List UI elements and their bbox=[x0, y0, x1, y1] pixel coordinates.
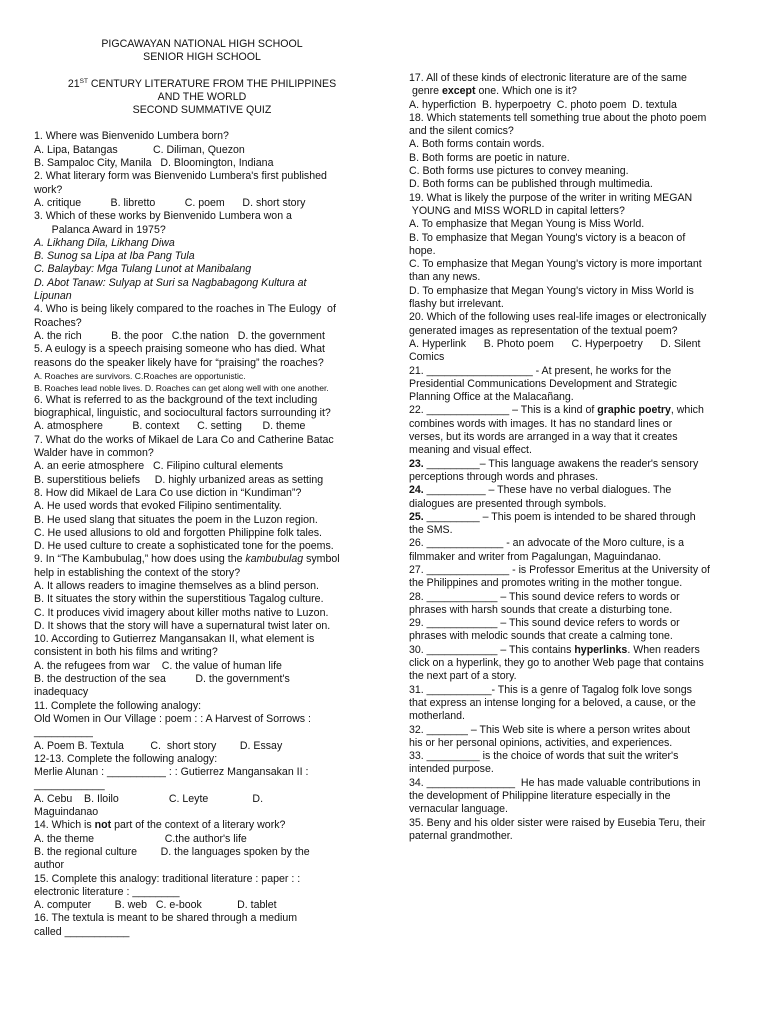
text-line: C. To emphasize that Megan Young's victory is more important bbox=[409, 258, 702, 271]
text-line: 1. Where was Bienvenido Lumbera born? bbox=[34, 130, 229, 143]
text-line: Merlie Alunan : __________ : : Gutierrez Mangansakan II : bbox=[34, 766, 309, 779]
text-line: B. the regional culture D. the languages spoken by the bbox=[34, 845, 310, 858]
text-line: the SMS. bbox=[409, 524, 453, 537]
text-line: verses, but its words are arranged in a way that it creates bbox=[409, 431, 678, 444]
text-line: Old Women in Our Village : poem : : A Harvest of Sorrows : bbox=[34, 712, 311, 725]
text-line: A. Both forms contain words. bbox=[409, 138, 545, 151]
text-line: 9. In “The Kambubulag,” how does using the kambubulag symbol bbox=[34, 553, 340, 566]
text-line: ____________ bbox=[34, 779, 105, 792]
left-column bbox=[34, 0, 368, 939]
text-line: paternal grandmother. bbox=[409, 829, 513, 842]
text-line: Planning Office at the Malacañang. bbox=[409, 391, 574, 404]
text-line: that express an intense longing for a beloved, a cause, or the bbox=[409, 696, 696, 709]
text-line: author bbox=[34, 859, 65, 872]
text-line: 17. All of these kinds of electronic literature are of the same bbox=[409, 72, 687, 84]
text-line: A. Hyperlink B. Photo poem C. Hyperpoetry D. Silent bbox=[409, 337, 701, 350]
text-line: 24. __________ – These have no verbal dialogues. The bbox=[409, 484, 672, 497]
text-line: 28. ____________ – This sound device refers to words or bbox=[409, 590, 680, 603]
text-line: filmmaker and writer from Pagalungan, Maguindanao. bbox=[409, 550, 662, 563]
text-line: 27. ______________ - is Professor Emeritus at the University of bbox=[409, 563, 710, 576]
text-line: D. It shows that the story will have a supernatural twist later on. bbox=[34, 619, 331, 632]
text-line: combines words with images. It has no standard lines or bbox=[409, 417, 673, 430]
text-line: genre except one. Which one is it? bbox=[409, 85, 577, 98]
text-line: 2. What literary form was Bienvenido Lumbera's first published bbox=[34, 170, 327, 183]
text-line: C. It produces vivid imagery about killer moths native to Luzon. bbox=[34, 606, 329, 619]
text-line: A. He used words that evoked Filipino sentimentality. bbox=[34, 500, 282, 513]
text-line: A. the refugees from war C. the value of human life bbox=[34, 659, 282, 672]
text-line: A. hyperfiction B. hyperpoetry C. photo poem D. textula bbox=[409, 98, 677, 111]
text-line: A. the rich B. the poor C.the nation D. the government bbox=[34, 329, 325, 342]
text-line: 4. Who is being likely compared to the roaches in The Eulogy of bbox=[34, 303, 336, 316]
text-line: 31. ___________- This is a genre of Tagalog folk love songs bbox=[409, 683, 692, 696]
text-line: work? bbox=[34, 183, 63, 196]
text-line: B. It situates the story within the superstitious Tagalog culture. bbox=[34, 593, 324, 606]
text-line: B. Sampaloc City, Manila D. Bloomington, Indiana bbox=[34, 157, 274, 170]
text-line: 18. Which statements tell something true about the photo poem bbox=[409, 111, 707, 124]
text-line: B. He used slang that situates the poem in the Luzon region. bbox=[34, 513, 318, 526]
text-line: 25. _________ – This poem is intended to be shared through bbox=[409, 510, 696, 523]
text-line: 15. Complete this analogy: traditional literature : paper : : bbox=[34, 872, 301, 885]
title-line-1-rest: CENTURY LITERATURE FROM THE PHILIPPINES bbox=[87, 77, 337, 90]
text-line: C. He used allusions to old and forgotten Philippine folk tales. bbox=[34, 526, 322, 539]
text-line: phrases with harsh sounds that create a disturbing tone. bbox=[409, 603, 673, 616]
text-line: 35. Beny and his older sister were raised by Eusebia Teru, their bbox=[409, 816, 706, 829]
text-line: Comics bbox=[409, 351, 445, 364]
text-line: 12-13. Complete the following analogy: bbox=[34, 752, 218, 765]
text-line: A. It allows readers to imagine themselves as a blind person. bbox=[34, 579, 319, 592]
text-line: 34. _______________ He has made valuable contributions in bbox=[409, 776, 701, 789]
text-line: perceptions through words and phrases. bbox=[409, 470, 599, 483]
text-line: B. Roaches lead noble lives. D. Roaches can get along well with one another. bbox=[34, 382, 329, 393]
text-line: A. critique B. libretto C. poem D. short story bbox=[34, 196, 306, 209]
text-line: 22. ______________ – This is a kind of graphic poetry, which bbox=[409, 404, 704, 417]
text-line: 6. What is referred to as the background of the text including bbox=[34, 393, 318, 406]
text-line: YOUNG and MISS WORLD in capital letters? bbox=[409, 204, 625, 217]
text-line: Lipunan bbox=[34, 290, 72, 303]
text-line: A. Poem B. Textula C. short story D. Essay bbox=[34, 739, 283, 752]
document-header bbox=[24, 38, 380, 117]
text-line: A. atmosphere B. context C. setting D. theme bbox=[34, 420, 306, 433]
text-line: A. an eerie atmosphere C. Filipino cultural elements bbox=[34, 460, 284, 473]
text-line: 7. What do the works of Mikael de Lara Co and Catherine Batac bbox=[34, 433, 334, 446]
right-column bbox=[409, 72, 735, 843]
text-line: Walder have in common? bbox=[34, 447, 154, 460]
text-line: 20. Which of the following uses real-life images or electronically bbox=[409, 311, 707, 324]
text-line: 16. The textula is meant to be shared through a medium bbox=[34, 912, 298, 925]
text-line: click on a hyperlink, they go to another Web page that contains bbox=[409, 657, 704, 670]
text-line: 5. A eulogy is a speech praising someone who has died. What bbox=[34, 343, 325, 356]
school-name: PIGCAWAYAN NATIONAL HIGH SCHOOL bbox=[101, 38, 303, 50]
text-line: C. Both forms use pictures to convey meaning. bbox=[409, 165, 629, 178]
text-line: D. To emphasize that Megan Young's victory in Miss World is bbox=[409, 284, 694, 297]
text-line: A. the theme C.the author's life bbox=[34, 832, 247, 845]
text-line: D. Both forms can be published through multimedia. bbox=[409, 178, 653, 191]
text-line: 26. _____________ - an advocate of the Moro culture, is a bbox=[409, 537, 685, 550]
text-line: his or her personal opinions, activities, and experiences. bbox=[409, 736, 673, 749]
text-line: phrases with melodic sounds that create a calming tone. bbox=[409, 630, 673, 643]
text-line: B. the destruction of the sea D. the government's bbox=[34, 673, 290, 686]
text-line: A. To emphasize that Megan Young is Miss World. bbox=[409, 218, 645, 231]
title-superscript: ST bbox=[79, 77, 88, 85]
text-line: called ___________ bbox=[34, 925, 130, 938]
text-line: 29. ____________ – This sound device refers to words or bbox=[409, 617, 680, 630]
text-line: 30. ____________ – This contains hyperlinks. When readers bbox=[409, 643, 700, 656]
quiz-title-line-1 bbox=[24, 78, 380, 91]
text-line: D. Abot Tanaw: Sulyap at Suri sa Nagbabagong Kultura at bbox=[34, 276, 307, 289]
text-line: A. Cebu B. Iloilo C. Leyte D. bbox=[34, 792, 264, 805]
text-line: 32. _______ – This Web site is where a person writes about bbox=[409, 723, 691, 736]
text-line: consistent in both his films and writing? bbox=[34, 646, 218, 659]
text-line: biographical, linguistic, and sociocultural factors surrounding it? bbox=[34, 407, 331, 420]
text-line: and the silent comics? bbox=[409, 125, 514, 138]
text-line: reasons do the speaker likely have for “praising” the roaches? bbox=[34, 356, 324, 369]
text-line: generated images as representation of the textual poem? bbox=[409, 324, 678, 337]
school-level: SENIOR HIGH SCHOOL bbox=[143, 51, 261, 64]
text-line: B. superstitious beliefs D. highly urbanized areas as setting bbox=[34, 473, 324, 486]
text-line: B. Both forms are poetic in nature. bbox=[409, 151, 570, 164]
quiz-title-line-3: SECOND SUMMATIVE QUIZ bbox=[132, 104, 272, 117]
text-line: 10. According to Gutierrez Mangansakan II, what element is bbox=[34, 633, 315, 646]
text-line: electronic literature : ________ bbox=[34, 885, 180, 898]
text-line: dialogues are presented through symbols. bbox=[409, 497, 607, 510]
text-line: B. To emphasize that Megan Young's victory is a beacon of bbox=[409, 231, 686, 244]
text-line: 8. How did Mikael de Lara Co use diction in “Kundiman”? bbox=[34, 486, 302, 499]
text-line: D. He used culture to create a sophisticated tone for the poems. bbox=[34, 540, 334, 553]
text-line: 21. __________________ - At present, he works for the bbox=[409, 364, 672, 377]
text-line: A. Lipa, Batangas C. Diliman, Quezon bbox=[34, 143, 245, 156]
text-line: 14. Which is not part of the context of a literary work? bbox=[34, 819, 286, 832]
text-line: Roaches? bbox=[34, 316, 82, 329]
text-line: intended purpose. bbox=[409, 763, 494, 776]
text-line: hope. bbox=[409, 244, 436, 257]
text-line: meaning and visual effect. bbox=[409, 444, 532, 457]
text-line: 23. _________– This language awakens the reader's sensory bbox=[409, 457, 699, 470]
text-line: the Philippines and promotes writing in the mother tongue. bbox=[409, 577, 683, 590]
text-line: A. computer B. web C. e-book D. tablet bbox=[34, 899, 277, 912]
text-line: inadequacy bbox=[34, 686, 89, 699]
text-line: the development of Philippine literature especially in the bbox=[409, 790, 671, 803]
text-line: the next part of a story. bbox=[409, 670, 517, 683]
text-line: Palanca Award in 1975? bbox=[34, 223, 166, 236]
text-line: Maguindanao bbox=[34, 806, 99, 819]
text-line: vernacular language. bbox=[409, 803, 508, 816]
text-line: C. Balaybay: Mga Tulang Lunot at Manibalang bbox=[34, 263, 252, 276]
text-line: __________ bbox=[34, 726, 93, 739]
text-line: flashy but irrelevant. bbox=[409, 298, 504, 311]
text-line: 33. _________ is the choice of words that suit the writer's bbox=[409, 750, 679, 763]
text-line: motherland. bbox=[409, 710, 465, 723]
text-line: B. Sunog sa Lipa at Iba Pang Tula bbox=[34, 250, 195, 263]
text-line: than any news. bbox=[409, 271, 481, 284]
text-line: 19. What is likely the purpose of the writer in writing MEGAN bbox=[409, 191, 693, 204]
quiz-title-line-2: AND THE WORLD bbox=[157, 90, 247, 103]
text-line: A. Roaches are survivors. C.Roaches are opportunistic. bbox=[34, 370, 246, 381]
text-line: A. Likhang Dila, Likhang Diwa bbox=[34, 236, 175, 249]
left-questions bbox=[34, 130, 368, 939]
text-line: Presidential Communications Development and Strategic bbox=[409, 377, 677, 390]
text-line: help in establishing the context of the story? bbox=[34, 566, 241, 579]
text-line: 11. Complete the following analogy: bbox=[34, 699, 202, 712]
title-prefix: 21 bbox=[67, 77, 80, 90]
text-line: 3. Which of these works by Bienvenido Lumbera won a bbox=[34, 210, 292, 223]
